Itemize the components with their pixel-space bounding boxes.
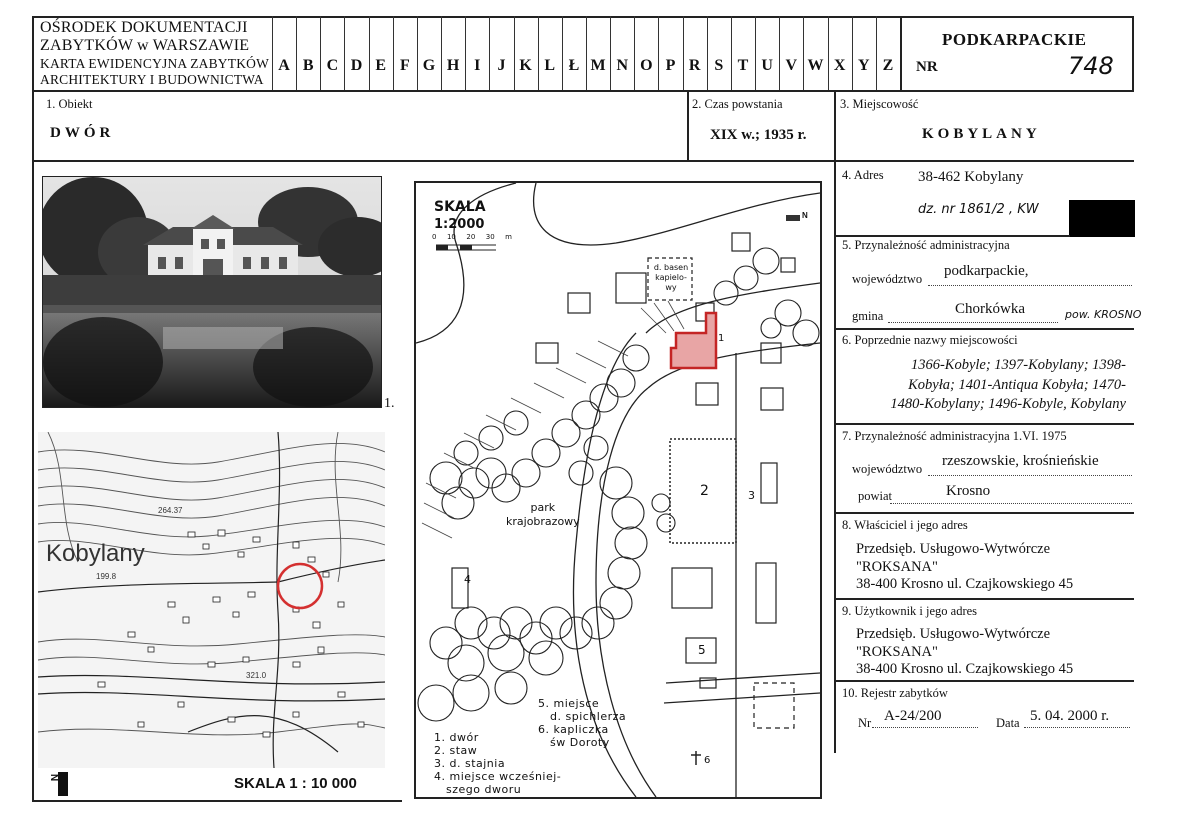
alphabet-separator (658, 16, 659, 90)
gmina-label: gmina (852, 309, 884, 323)
legend-left-5: szego dworu (446, 783, 522, 796)
alphabet-letter: P (665, 57, 676, 74)
rejestr-label: 10. Rejestr zabytków (842, 686, 948, 700)
alphabet-letter: T (737, 57, 749, 74)
alphabet-separator (779, 16, 780, 90)
legend-right-3: 6. kapliczka (538, 723, 609, 736)
poprzednie-line-3: 1480-Kobylany; 1496-Kobyle, Kobylany (890, 396, 1126, 412)
poprzednie-line-2: Kobyła; 1401-Antiqua Kobyła; 1470- (908, 376, 1126, 393)
rejestr-data-dotted (1024, 727, 1130, 728)
frame-bottom (32, 800, 402, 802)
plan-number-1: 1 (718, 333, 725, 344)
alphabet-separator (683, 16, 684, 90)
wojewodztwo-1975-value: rzeszowskie, krośnieńskie (942, 453, 1099, 469)
alphabet-separator (755, 16, 756, 90)
alphabet-letter: O (640, 57, 653, 74)
plan-number-5: 5 (698, 643, 706, 657)
rejestr-data-value: 5. 04. 2000 r. (1030, 708, 1110, 724)
topo-elevation-3: 321.0 (246, 671, 267, 680)
sep-5 (836, 235, 1070, 237)
basen-line-3: wy (665, 283, 677, 292)
legend-right-1: 5. miejsce (538, 697, 600, 710)
nr-value: 748 (1068, 52, 1114, 80)
alphabet-letter: S (714, 57, 724, 74)
topo-elevation-2: 199.8 (96, 572, 117, 581)
rejestr-nr-dotted (872, 727, 978, 728)
region-box (900, 16, 1134, 90)
legend-left-3: 3. d. stajnia (434, 757, 506, 770)
wlasciciel-line-2: "ROKSANA" (856, 558, 938, 575)
powiat-1975-value: Krosno (946, 483, 991, 499)
alphabet-separator (828, 16, 829, 90)
wojewodztwo-dotted (928, 285, 1132, 286)
wlasciciel-text (856, 541, 1073, 594)
plan-number-2: 2 (700, 483, 709, 499)
obiekt-label: 1. Obiekt (46, 97, 93, 111)
alphabet-separator (538, 16, 539, 90)
alphabet-separator (489, 16, 490, 90)
alphabet-letter: U (761, 57, 773, 74)
poprzednie-label: 6. Poprzednie nazwy miejscowości (842, 333, 1018, 347)
alphabet-separator (320, 16, 321, 90)
alphabet-letter: L (544, 57, 556, 74)
alphabet-letter: Y (857, 57, 870, 74)
alphabet-letter: X (833, 57, 846, 74)
sep-6 (836, 328, 1134, 330)
uzytkownik-line-3: 38-400 Krosno ul. Czajkowskiego 45 (856, 661, 1074, 677)
sep-8 (836, 512, 1134, 514)
photo-caption: 1. (384, 396, 395, 411)
alphabet-separator (514, 16, 515, 90)
manor-photo (42, 176, 382, 408)
uzytkownik-line-1: Przedsięb. Usługowo-Wytwórcze (856, 626, 1051, 642)
alphabet-separator (441, 16, 442, 90)
wojewodztwo-1975-dotted (928, 475, 1132, 476)
alphabet-separator (369, 16, 370, 90)
institution-line-4: ARCHITEKTURY I BUDOWNICTWA (40, 72, 264, 87)
alphabet-letter: J (497, 57, 506, 74)
alphabet-letter: G (422, 57, 436, 74)
wlasciciel-line-1: Przedsięb. Usługowo-Wytwórcze (856, 541, 1051, 557)
alphabet-separator (876, 16, 877, 90)
wojewodztwo-value: podkarpackie, (944, 263, 1029, 279)
miejscowosc-label: 3. Miejscowość (840, 97, 919, 111)
gmina-value: Chorkówka (955, 301, 1025, 317)
sep-7 (836, 423, 1134, 425)
alphabet-letter: B (302, 57, 314, 74)
powiat-handwritten: pow. KROSNO (1065, 308, 1142, 321)
alphabet-letter: C (326, 57, 339, 74)
alphabet-letter: I (474, 57, 481, 74)
czas-value: XIX w.; 1935 r. (710, 127, 807, 143)
alphabet-letter: N (616, 57, 628, 74)
alphabet-separator (707, 16, 708, 90)
alphabet-separator (610, 16, 611, 90)
plan-scale-tick-20: 20 (466, 233, 476, 241)
manor-photo-image (43, 177, 381, 407)
legend-left-2: 2. staw (434, 744, 478, 757)
plan-scale-tick-unit: m (505, 233, 512, 241)
park-line-2: krajobrazowy (506, 515, 580, 528)
alphabet-separator (344, 16, 345, 90)
alphabet-separator (731, 16, 732, 90)
topo-town-label: Kobylany (46, 540, 145, 567)
plan-scale-ticks (432, 233, 512, 241)
alphabet-letter: F (399, 57, 410, 74)
legend-left-4: 4. miejsce wcześniej- (434, 770, 562, 783)
legend-right-2: d. spichlerza (550, 710, 627, 723)
institution-line-3: KARTA EWIDENCYJNA ZABYTKÓW (40, 56, 270, 71)
plan-north-label: N (802, 211, 808, 220)
alphabet-letter: Ł (568, 57, 580, 74)
rejestr-data-label: Data (996, 716, 1020, 730)
topo-map-image (38, 432, 385, 768)
plan-scale-title: SKALA (434, 199, 486, 215)
uzytkownik-label: 9. Użytkownik i jego adres (842, 604, 978, 618)
alphabet-separator (393, 16, 394, 90)
topo-scale: SKALA 1 : 10 000 (234, 775, 357, 792)
header-bottom-line (32, 90, 1134, 92)
alphabet-separator (634, 16, 635, 90)
park-line-1: park (530, 501, 556, 514)
rejestr-nr-label: Nr (858, 716, 872, 730)
plan-number-6: 6 (704, 755, 711, 766)
adres-label: 4. Adres (842, 168, 884, 182)
region-name: PODKARPACKIE (942, 30, 1087, 49)
alphabet-letter: Z (882, 57, 894, 74)
frame-left (32, 16, 34, 802)
topo-elevation-1: 264.37 (158, 506, 183, 515)
sep-4 (836, 160, 1134, 162)
czas-label: 2. Czas powstania (692, 97, 783, 111)
plan-scale-tick-30: 30 (485, 233, 495, 241)
sep-czas (687, 91, 689, 161)
alphabet-letter: W (807, 57, 824, 74)
legend-right-4: św Doroty (550, 736, 610, 749)
alphabet-letter: H (446, 57, 460, 74)
site-plan (414, 181, 822, 799)
wlasciciel-line-3: 38-400 Krosno ul. Czajkowskiego 45 (856, 576, 1074, 592)
alphabet-letter: D (350, 57, 363, 74)
legend-left (434, 731, 561, 796)
fields-bottom-line (32, 160, 836, 162)
basen-line-2: kapielo- (655, 273, 687, 282)
alphabet-separator (803, 16, 804, 90)
przynaleznosc-label: 5. Przynależność administracyjna (842, 238, 1010, 252)
alphabet-letter: R (688, 57, 701, 74)
poprzednie-line-1: 1366-Kobyle; 1397-Kobylany; 1398- (910, 357, 1126, 373)
alphabet-separator (272, 16, 273, 90)
alphabet-letter: K (519, 57, 532, 74)
gmina-dotted (888, 322, 1058, 323)
wojewodztwo-1975-label: województwo (852, 462, 923, 476)
powiat-1975-label: powiat (858, 489, 893, 503)
alphabet-separator (417, 16, 418, 90)
uzytkownik-text (856, 626, 1073, 679)
uzytkownik-line-2: "ROKSANA" (856, 643, 938, 660)
redaction-box (1069, 200, 1135, 237)
plan-scale-value: 1:2000 (434, 217, 485, 232)
plan-number-4: 4 (464, 573, 471, 586)
nr-label: NR (916, 59, 938, 75)
poprzednie-text (848, 356, 1126, 415)
wlasciciel-label: 8. Właściciel i jego adres (842, 518, 968, 532)
basen-line-1: d. basen (653, 263, 689, 272)
wojewodztwo-label: województwo (852, 272, 923, 286)
adres-handwritten: dz. nr 1861/2 , KW (918, 202, 1039, 217)
przynaleznosc-1975-label: 7. Przynależność administracyjna 1.VI. 1975 (842, 429, 1067, 443)
plan-number-3: 3 (748, 489, 755, 502)
powiat-1975-dotted (890, 503, 1132, 504)
alphabet-separator (586, 16, 587, 90)
topo-north-label: N (50, 773, 62, 782)
legend-left-1: 1. dwór (434, 731, 479, 744)
institution-line-1: OŚRODEK DOKUMENTACJI (40, 19, 248, 36)
alphabet-separator (562, 16, 563, 90)
plan-scale-tick-0: 0 (432, 233, 437, 241)
plan-scale-tick-10: 10 (446, 233, 456, 241)
alphabet-letter: A (278, 57, 290, 74)
alphabet-separator (465, 16, 466, 90)
rejestr-nr-value: A-24/200 (884, 708, 942, 724)
miejscowosc-value: KOBYLANY (922, 126, 1041, 142)
adres-value: 38-462 Kobylany (918, 169, 1024, 185)
alphabet-letter: E (375, 57, 387, 74)
sep-10 (836, 680, 1134, 682)
park-label (506, 501, 580, 529)
alphabet-separator (852, 16, 853, 90)
sep-9 (836, 598, 1134, 600)
institution-line-2: ZABYTKÓW w WARSZAWIE (40, 37, 250, 54)
institution-block (40, 20, 269, 88)
alphabet-letter: V (785, 57, 798, 74)
sep-right-column (834, 91, 836, 753)
alphabet-separator (296, 16, 297, 90)
obiekt-value: DWÓR (50, 125, 115, 141)
basen-label (650, 263, 692, 293)
alphabet-letter: M (590, 57, 606, 74)
topo-map (38, 432, 385, 768)
